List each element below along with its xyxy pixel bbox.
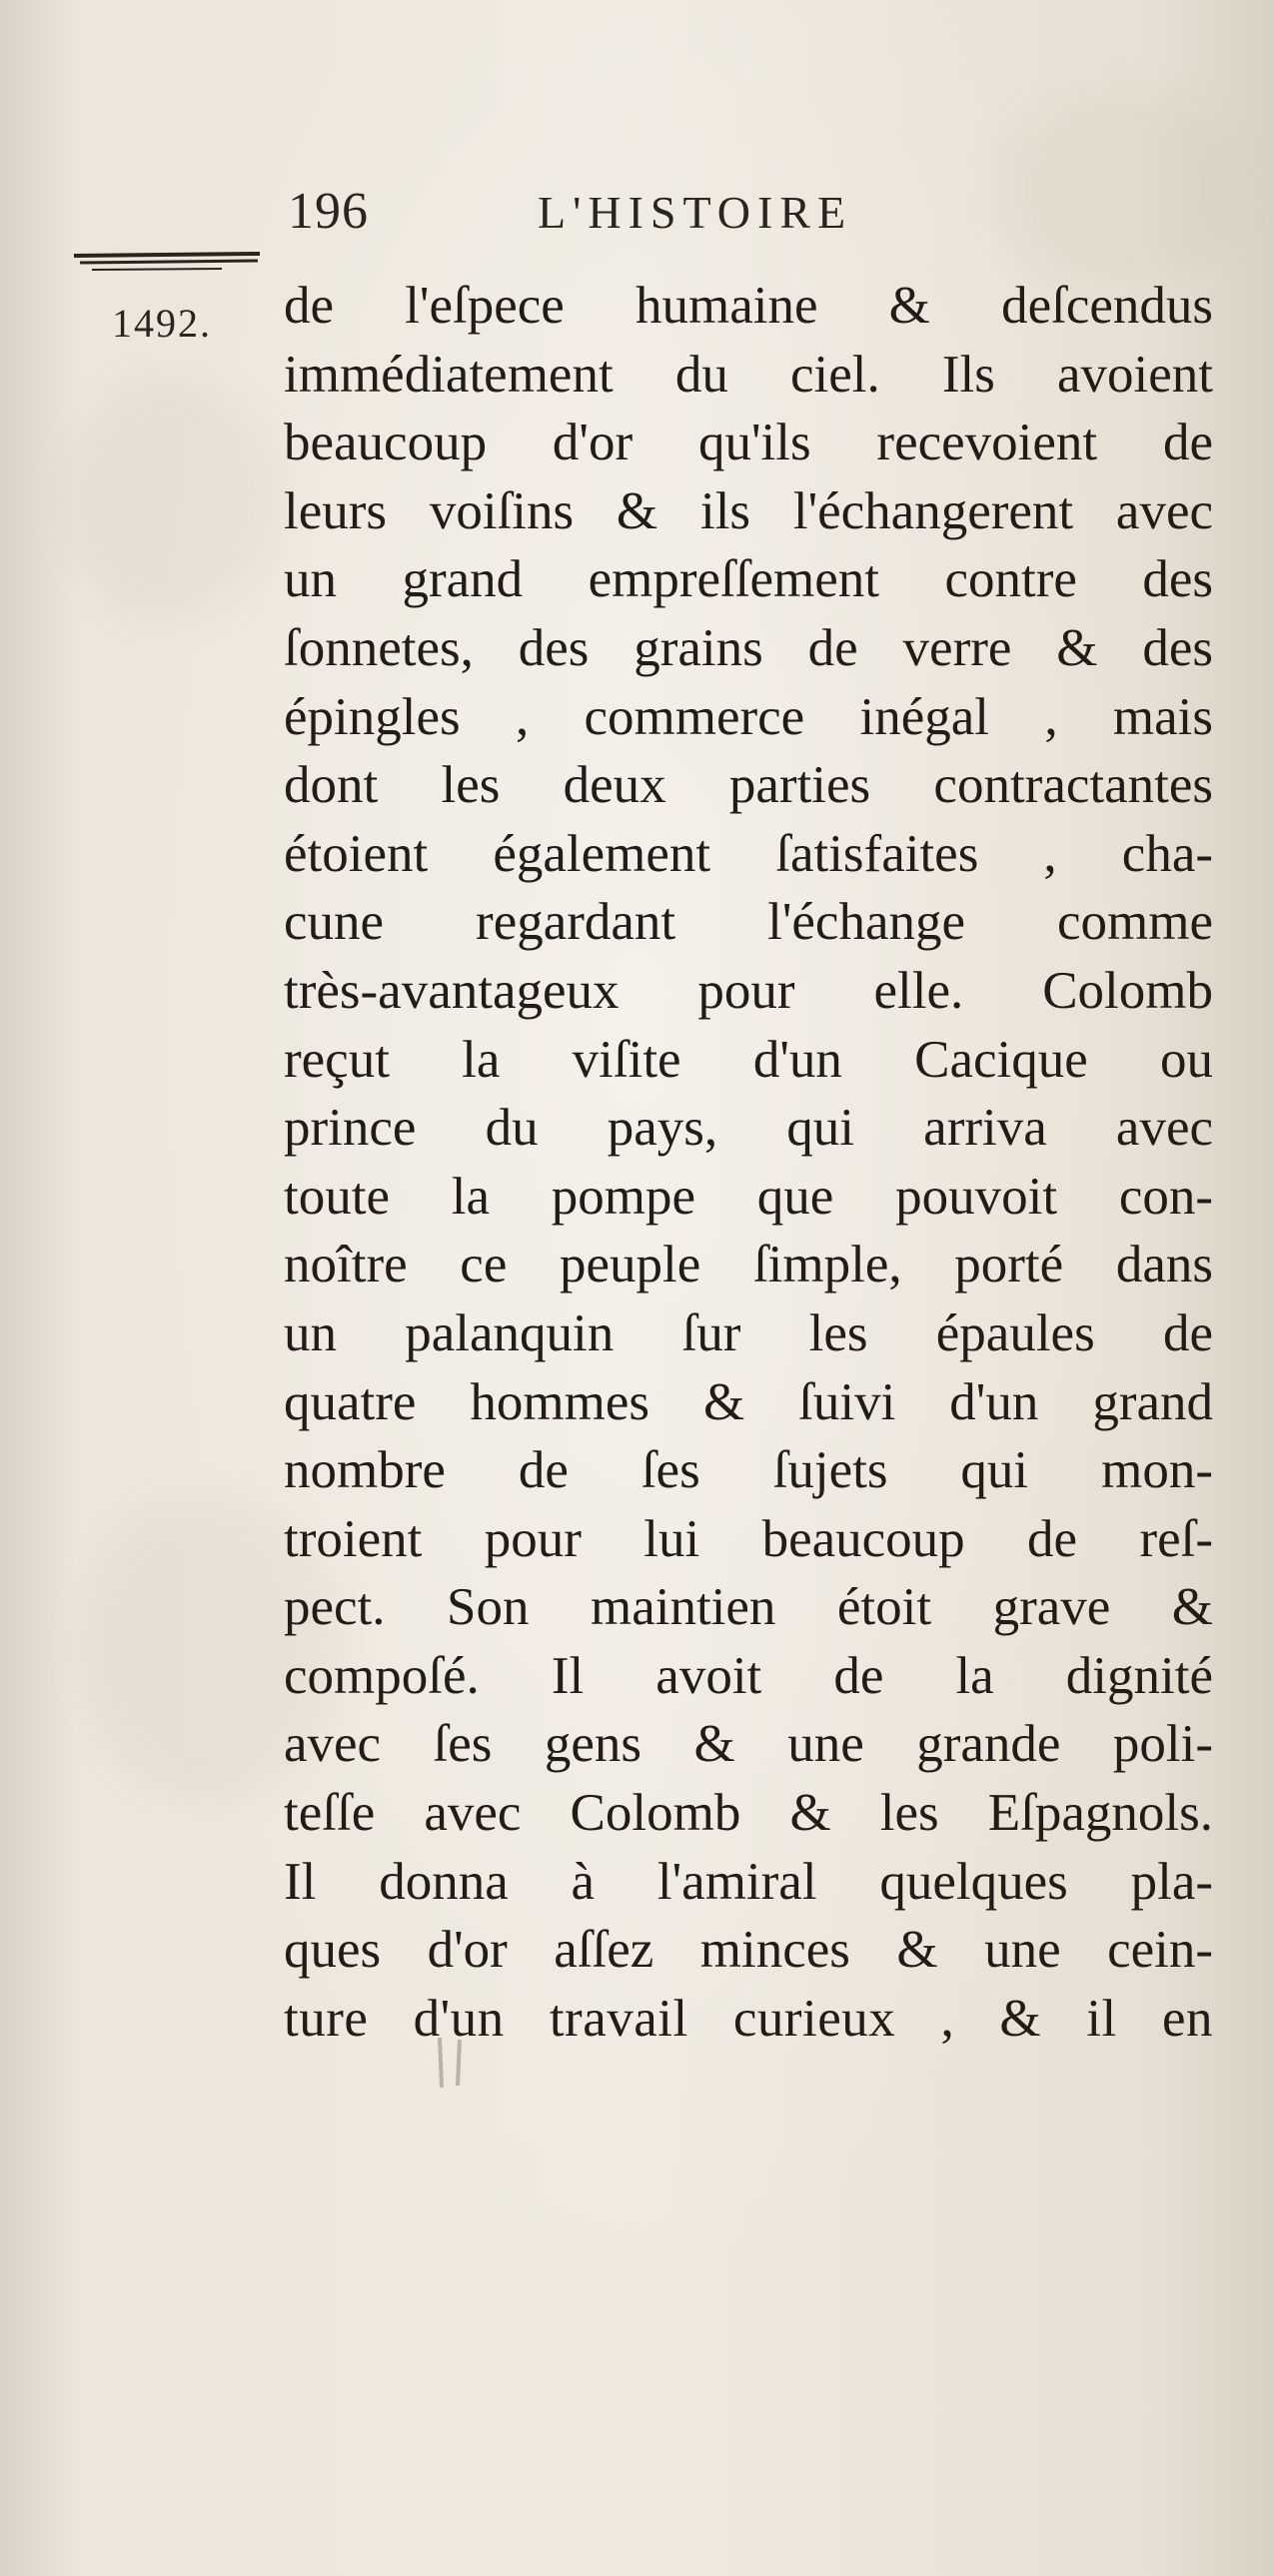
text-line: ques d'or aſſez minces & une cein- [284, 1921, 1213, 1980]
page-number: 196 [288, 183, 369, 240]
text-line: beaucoup d'or qu'ils recevoient de [284, 414, 1213, 472]
text-line: pect. Son maintien étoit grave & [284, 1578, 1213, 1637]
text-line: prince du pays, qui arriva avec [284, 1099, 1213, 1158]
text-line: Il donna à l'amiral quelques pla- [284, 1852, 1213, 1911]
marginal-year: 1492. [112, 301, 212, 346]
text-line: ſonnetes, des grains de verre & des [284, 618, 1213, 677]
text-line: un grand empreſſement contre des [284, 550, 1213, 609]
text-line: épingles , commerce inégal , mais [284, 687, 1213, 746]
running-title: L'HISTOIRE [538, 187, 853, 238]
paper-stain [60, 380, 280, 619]
text-line: de l'eſpece humaine & deſcendus [284, 277, 1213, 335]
text-line: toute la pompe que pouvoit con- [284, 1167, 1213, 1226]
margin-rule-ornament [72, 246, 262, 276]
text-line: troient pour lui beaucoup de reſ- [284, 1509, 1213, 1568]
ink-smudge [420, 2028, 490, 2098]
text-line: teſſe avec Colomb & les Eſpagnols. [284, 1784, 1213, 1843]
text-line: étoient également ſatisfaites , cha- [284, 824, 1213, 883]
body-text [284, 272, 1213, 2053]
running-head [288, 182, 1227, 252]
text-line: dont les deux parties contractantes [284, 756, 1213, 815]
text-line: compoſé. Il avoit de la dignité [284, 1646, 1213, 1705]
text-line: noître ce peuple ſimple, porté dans [284, 1236, 1213, 1294]
text-line: immédiatement du ciel. Ils avoient [284, 345, 1213, 404]
text-line: avec ſes gens & une grande poli- [284, 1715, 1213, 1774]
text-line: ture d'un travail curieux , & il en [284, 1989, 1213, 2048]
text-line: très-avantageux pour elle. Colomb [284, 961, 1213, 1020]
text-line: reçut la viſite d'un Cacique ou [284, 1030, 1213, 1089]
text-line: nombre de ſes ſujets qui mon- [284, 1441, 1213, 1500]
text-line: un palanquin ſur les épaules de [284, 1303, 1213, 1362]
text-line: cune regardant l'échange comme [284, 893, 1213, 952]
text-line: quatre hommes & ſuivi d'un grand [284, 1372, 1213, 1431]
text-line: leurs voiſins & ils l'échangerent avec [284, 481, 1213, 540]
